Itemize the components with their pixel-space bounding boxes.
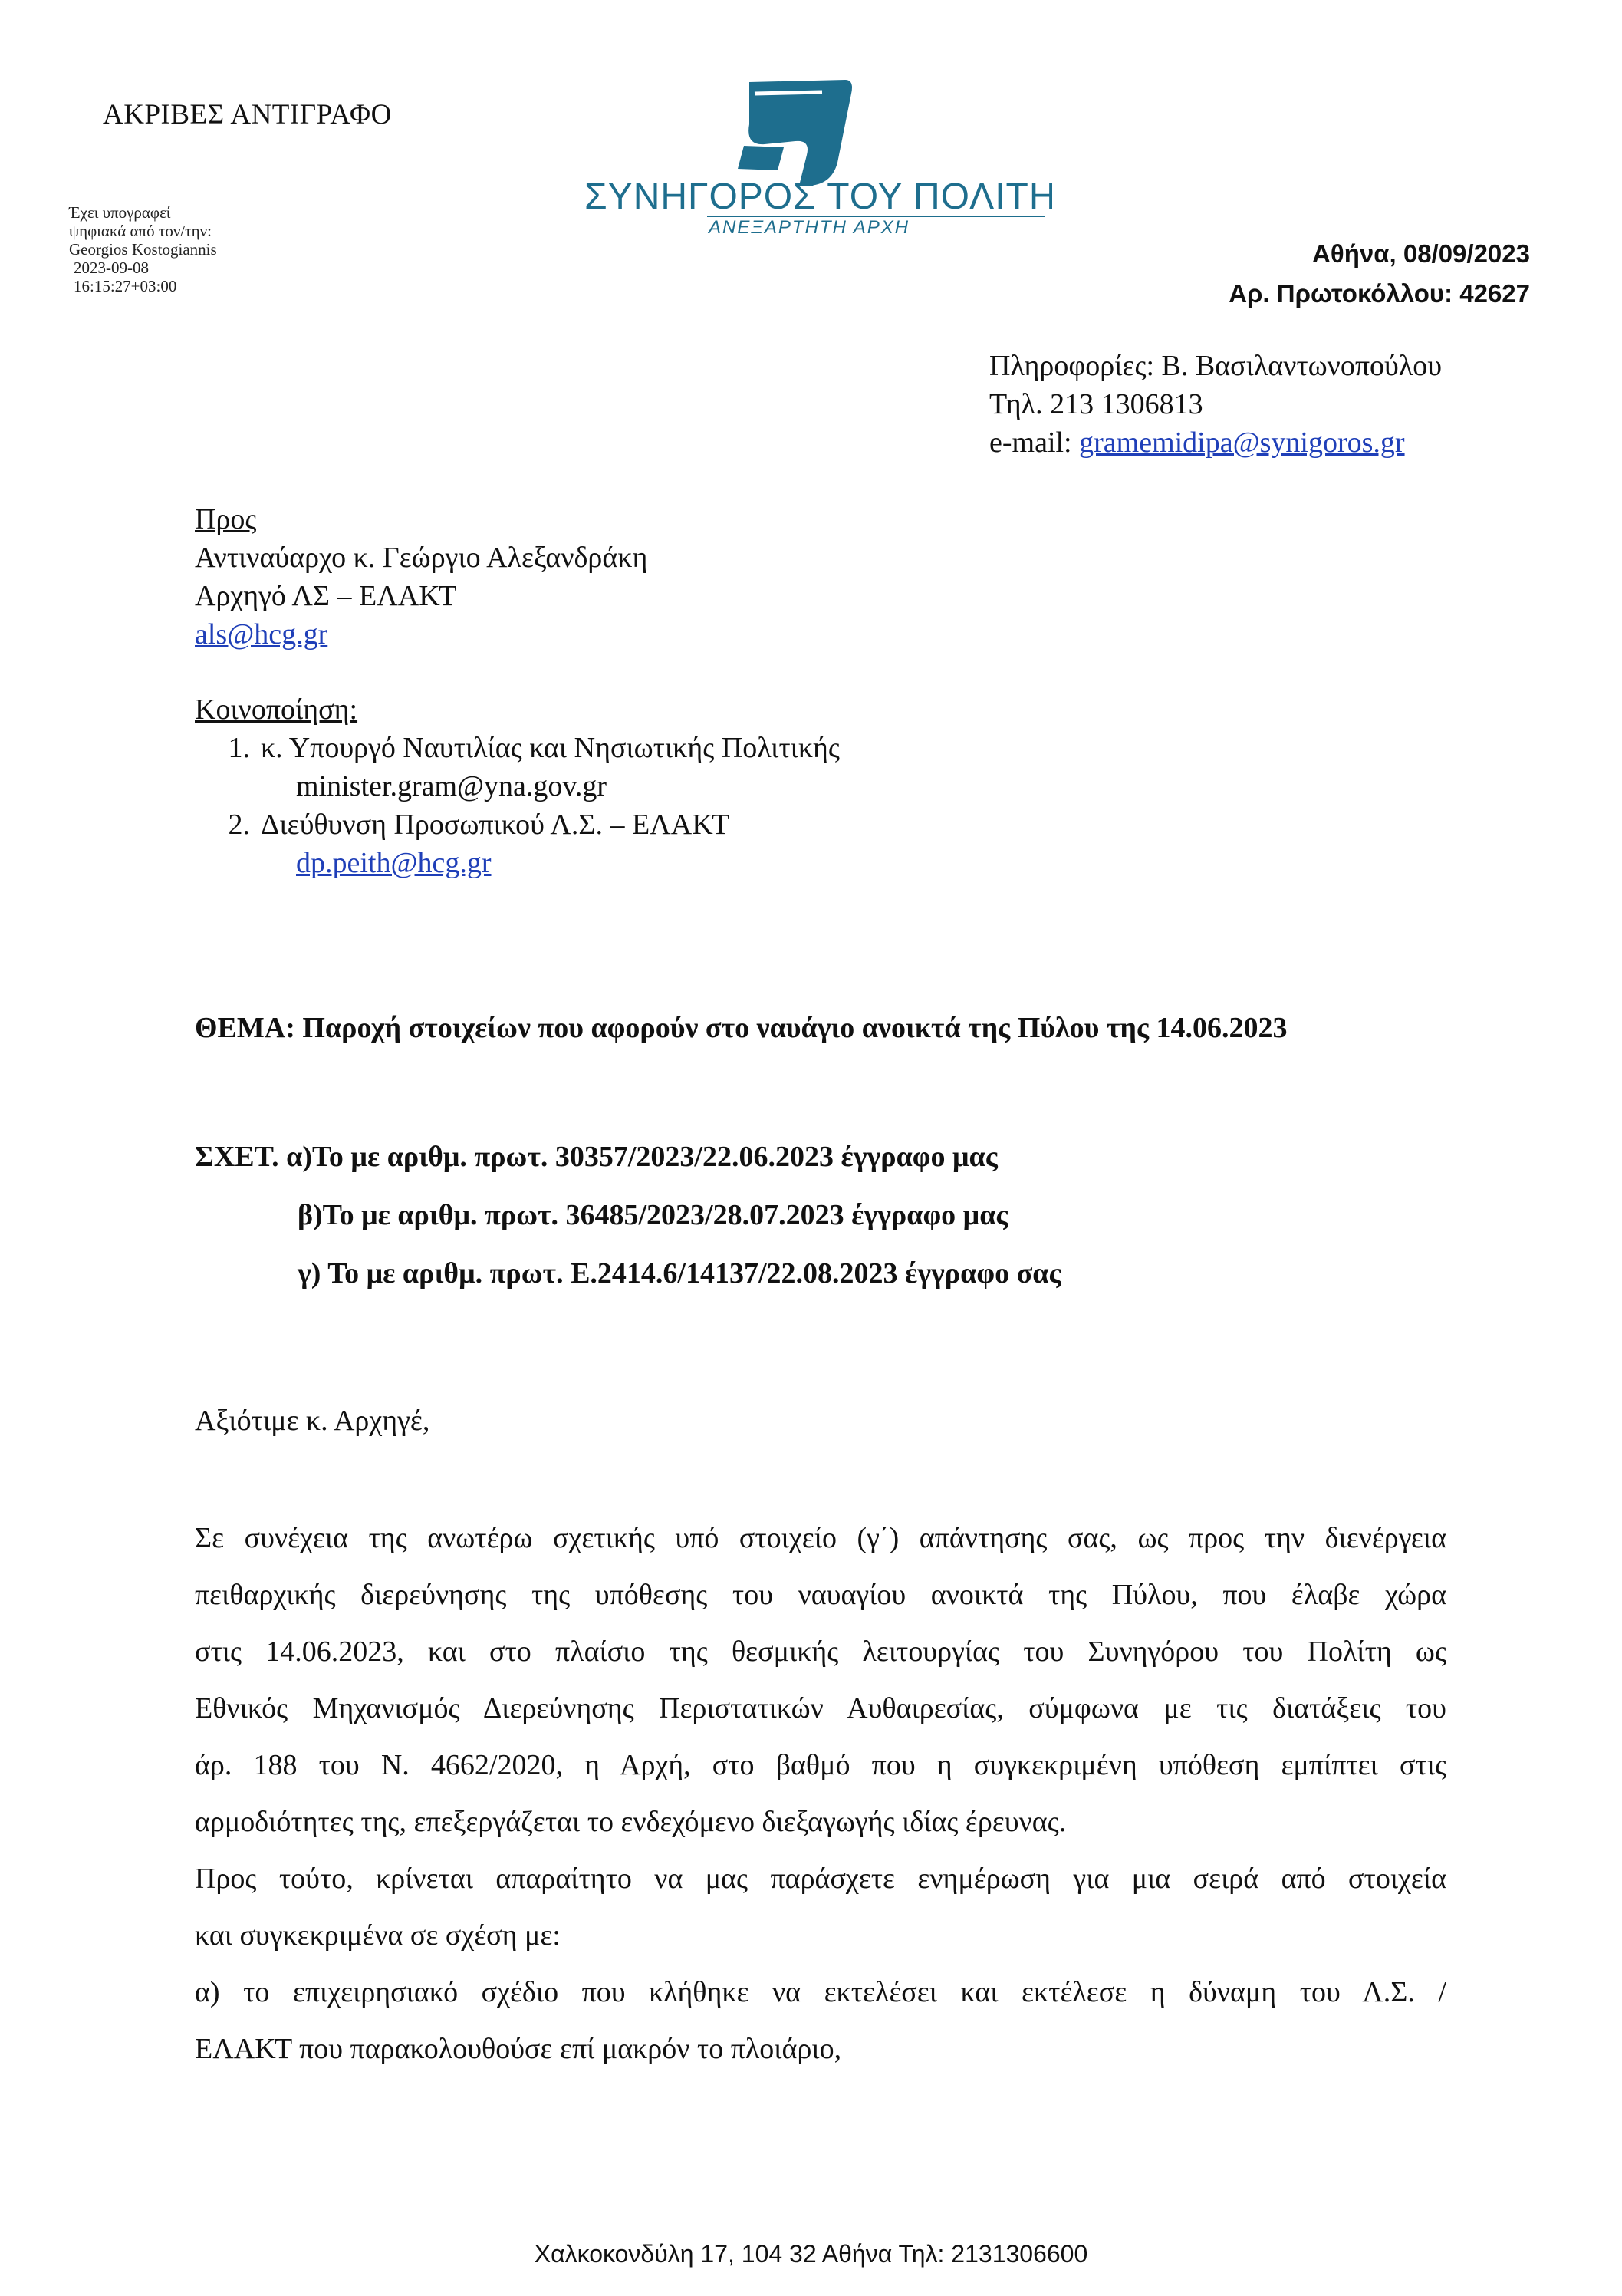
copy-label: ΑΚΡΙΒΕΣ ΑΝΤΙΓΡΑΦΟ [103,99,392,130]
letter-body [195,1510,1446,2077]
recipient-label: Προς [195,503,257,535]
cc-item-name: Διεύθυνση Προσωπικού Λ.Σ. – ΕΛΑΚΤ [261,809,730,841]
contact-person: Πληροφορίες: Β. Βασιλαντωνοπούλου [989,350,1443,382]
footer-address: Χαλκοκονδύλη 17, 104 32 Αθήνα Τηλ: 2131306600 [534,2240,1088,2268]
document-date: Αθήνα, 08/09/2023 [1312,239,1530,268]
email-label: e-mail: [989,427,1080,459]
body-line: άρ. 188 του Ν. 4662/2020, η Αρχή, στο βαθμό που η συγκεκριμένη υπόθεση εμπίπτει στις [195,1749,1446,1781]
cc-item-email-link[interactable]: dp.peith@hcg.gr [296,847,492,879]
cc-block [195,690,840,882]
body-line: Εθνικός Μηχανισμός Διερεύνησης Περιστατικών Αυθαιρεσίας, σύμφωνα με τις διατάξεις του [195,1692,1446,1724]
subject-line: ΘΕΜΑ: Παροχή στοιχείων που αφορούν στο ναυάγιο ανοικτά της Πύλου της 14.06.2023 [195,1012,1288,1044]
references-block [195,1128,1061,1303]
cc-item-email: minister.gram@yna.gov.gr [296,770,607,802]
body-line: Προς τούτο, κρίνεται απαραίτητο να μας παράσχετε ενημέρωση για μια σειρά από στοιχεία [195,1863,1446,1895]
protocol-number: Αρ. Πρωτοκόλλου: 42627 [1229,279,1530,308]
recipient-block [195,500,647,654]
contact-info-block [989,347,1442,462]
reference-c: γ) Το με αριθμ. πρωτ. Ε.2414.6/14137/22.08.2023 έγγραφο σας [298,1257,1061,1290]
contact-email-link[interactable]: gramemidipa@synigoros.gr [1079,427,1405,459]
cc-item-number: 1. [228,732,250,764]
logo-title: ΣΥΝΗΓΟΡΟΣ ΤΟΥ ΠΟΛΙΤΗ [584,176,1052,217]
signature-line: ψηφιακά από τον/την: [69,222,212,240]
body-line: Σε συνέχεια της ανωτέρω σχετικής υπό στοιχείο (γ΄) απάντησης σας, ως προς την διενέργεια [195,1522,1446,1554]
digital-signature-stamp [69,203,217,295]
body-line: αρμοδιότητες της, επεξεργάζεται το ενδεχόμενο διεξαγωγής ιδίας έρευνας. [195,1806,1067,1838]
body-line: πειθαρχικής διερεύνησης της υπόθεσης του ναυαγίου ανοικτά της Πύλου, που έλαβε χώρα [195,1579,1446,1611]
body-line: στις 14.06.2023, και στο πλαίσιο της θεσμικής λειτουργίας του Συνηγόρου του Πολίτη ως [195,1636,1446,1668]
body-line: και συγκεκριμένα σε σχέση με: [195,1919,561,1952]
logo-subtitle: ΑΝΕΞΑΡΤΗΤΗ ΑΡΧΗ [709,217,910,238]
date-protocol-block [1229,234,1530,314]
recipient-email-link[interactable]: als@hcg.gr [195,618,328,651]
body-line: ΕΛΑΚΤ που παρακολουθούσε επί μακρόν το πλοιάριο, [195,2033,842,2065]
cc-item-number: 2. [228,809,250,841]
signature-line: 16:15:27+03:00 [74,277,177,295]
signature-line: Έχει υπογραφεί [69,203,171,222]
contact-phone: Τηλ. 213 1306813 [989,388,1203,420]
cc-item-name: κ. Υπουργό Ναυτιλίας και Νησιωτικής Πολιτικής [261,732,840,764]
contact-email-row [989,423,1442,462]
reference-a: ΣΧΕΤ. α)Το με αριθμ. πρωτ. 30357/2023/22.06.2023 έγγραφο μας [195,1141,998,1173]
signature-line: Georgios Kostogiannis [69,240,217,259]
cc-item-email-row [195,844,840,882]
recipient-role: Αρχηγό ΛΣ – ΕΛΑΚΤ [195,580,457,612]
salutation: Αξιότιμε κ. Αρχηγέ, [195,1405,430,1437]
body-line: α) το επιχειρησιακό σχέδιο που κλήθηκε να εκτελέσει και εκτέλεσε η δύναμη του Λ.Σ. / [195,1976,1446,2008]
cc-label: Κοινοποίηση: [195,693,358,726]
signature-line: 2023-09-08 [74,259,149,277]
logo-mark-icon [577,71,1052,239]
cc-item [195,805,840,844]
cc-item [195,729,840,767]
recipient-name: Αντιναύαρχο κ. Γεώργιο Αλεξανδράκη [195,542,648,574]
reference-b: β)Το με αριθμ. πρωτ. 36485/2023/28.07.2023 έγγραφο μας [298,1199,1008,1231]
synigoros-logo [577,71,1052,239]
